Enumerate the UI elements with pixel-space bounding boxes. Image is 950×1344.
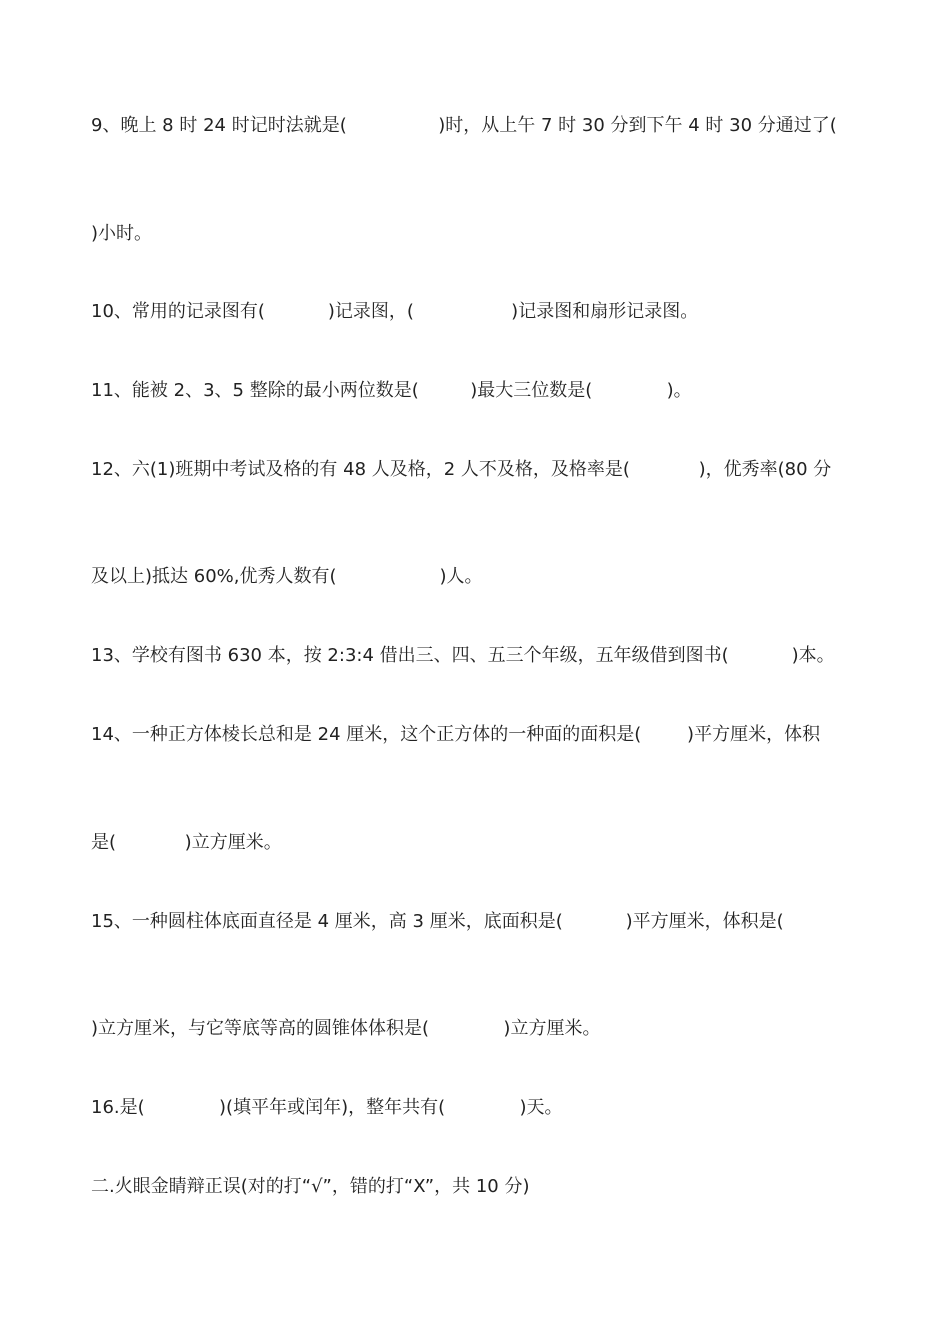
- question-14-line-1: 14、一种正方体棱长总和是 24 厘米，这个正方体的一种面的面积是( )平方厘米，体积: [91, 724, 821, 745]
- question-15-line-1: 15、一种圆柱体底面直径是 4 厘米，高 3 厘米，底面积是( )平方厘米，体积是(: [91, 911, 784, 932]
- section-2-heading: 二.火眼金睛辩正误(对的打“√”，错的打“X”，共 10 分): [91, 1176, 530, 1197]
- question-9-line-1: 9、晚上 8 时 24 时记时法就是( )时，从上午 7 时 30 分到下午 4 时 30 分通过了(: [91, 115, 837, 136]
- question-16: 16.是( )(填平年或闰年)，整年共有( )天。: [91, 1097, 563, 1118]
- question-14-line-2: 是( )立方厘米。: [91, 832, 282, 853]
- question-15-line-2: )立方厘米，与它等底等高的圆锥体体积是( )立方厘米。: [91, 1018, 601, 1039]
- question-12-line-1: 12、六(1)班期中考试及格的有 48 人及格，2 人不及格，及格率是( )，优秀率(80 分: [91, 459, 832, 480]
- question-11: 11、能被 2、3、5 整除的最小两位数是( )最大三位数是( )。: [91, 380, 692, 401]
- question-12-line-2: 及以上)抵达 60%,优秀人数有( )人。: [91, 566, 483, 587]
- question-10: 10、常用的记录图有( )记录图，( )记录图和扇形记录图。: [91, 301, 699, 322]
- question-9-line-2: )小时。: [91, 223, 153, 244]
- question-13: 13、学校有图书 630 本，按 2:3:4 借出三、四、五三个年级，五年级借到图书( )本。: [91, 645, 835, 666]
